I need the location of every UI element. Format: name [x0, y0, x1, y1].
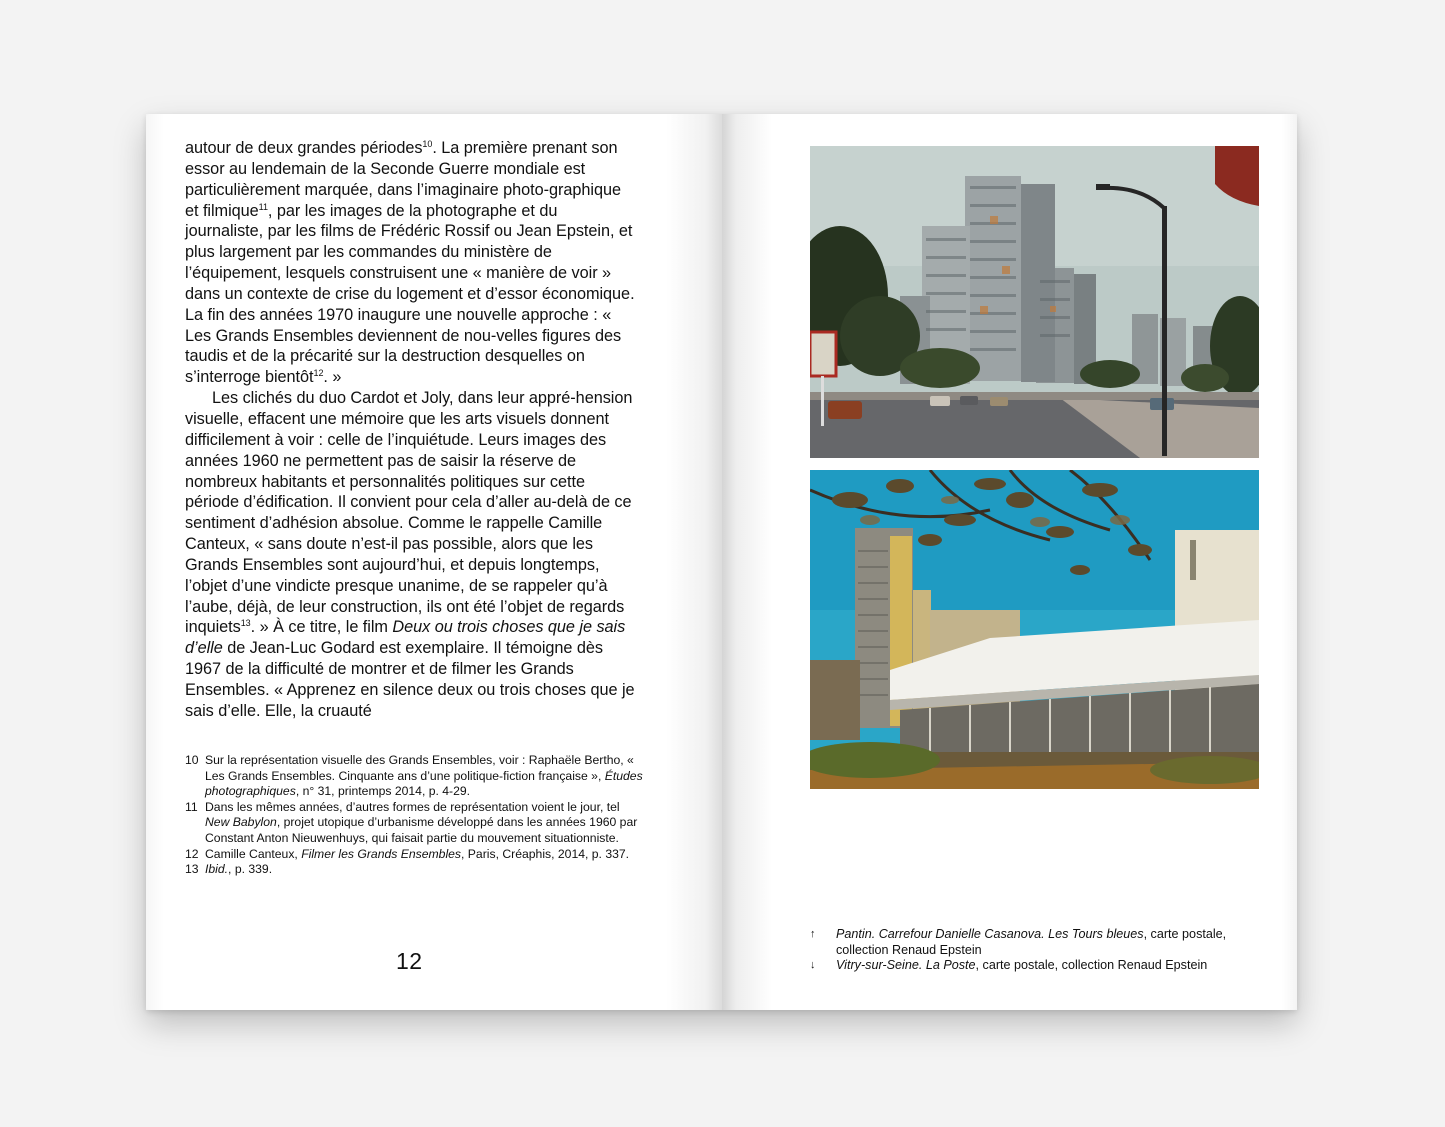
- italic-title: Ibid.: [205, 862, 229, 877]
- arrow-down-icon: ↓: [810, 959, 816, 972]
- caption: [810, 958, 1270, 974]
- footnote-ref: 12: [313, 368, 324, 379]
- text-run: , projet utopique d’urbanisme développé dans les années 1960 par Constant Anton Nieuwenhuys, qui faisait partie du mouvement situationniste.: [205, 815, 638, 845]
- caption: [810, 927, 1270, 958]
- footnote-text: [205, 847, 645, 863]
- italic-title: Pantin. Carrefour Danielle Casanova. Les Tours bleues: [836, 927, 1144, 941]
- text-run: Sur la représentation visuelle des Grands Ensembles, voir : Raphaële Bertho, « Les Grands Ensembles. Cinquante ans d’une politique-fiction française »,: [205, 753, 634, 783]
- footnote-text: [205, 862, 645, 878]
- text-run: , Paris, Créaphis, 2014, p. 337.: [461, 846, 630, 861]
- text-run: , p. 339.: [228, 862, 273, 877]
- footnote-number: 10: [185, 753, 199, 767]
- footnote: [185, 862, 645, 878]
- footnote: [185, 753, 645, 800]
- italic-title: New Babylon: [205, 815, 277, 830]
- text-run: Camille Canteux,: [205, 846, 302, 861]
- text-run: Les clichés du duo Cardot et Joly, dans leur appré-hension visuelle, effacent une mémoire que les arts visuels donnent difficilement à voir : celle de l’inquiétude. Leurs images des années 1960 ne permettent pas de saisir la réserve de nombreux habitants et personnalités politiques sur cette période d’édification. Il convient pour cela d’aller au-delà de ce sentiment d’adhésion absolue. Comme le rappelle Camille Canteux, « sans doute n’est-il pas possible, alors que les Grands Ensembles sont aujourd’hui, et depuis longtemps, l’objet d’une vindicte presque unanime, de se rappeler qu’à l’aube, déjà, de leur construction, ils ont été l’objet de regards inquiets: [185, 389, 633, 637]
- footnote-ref: 13: [240, 618, 251, 629]
- italic-title: Vitry-sur-Seine. La Poste: [836, 958, 976, 973]
- text-run: Dans les mêmes années, d’autres formes de représentation voient le jour, tel: [205, 799, 620, 814]
- text-run: , par les images de la photographe et du journaliste, par les films de Frédéric Rossif ou Jean Epstein, et plus largement par les commandes du ministère de l’équipement, lesquels construisent une « manière de voir » dans un contexte de crise du logement et d’essor économique. La fin des années 1970 inaugure une nouvelle approche : « Les Grands Ensembles deviennent de nou-velles figures des taudis et de la précarité sur la destruction desquelles on s’interroge bientôt: [185, 201, 635, 387]
- text-run: . » À ce titre, le film: [250, 618, 393, 637]
- footnote-ref: 11: [258, 201, 268, 212]
- caption-text: [836, 927, 1270, 958]
- footnote: [185, 847, 645, 863]
- text-run: . »: [323, 368, 342, 387]
- footnote-ref: 10: [422, 139, 433, 149]
- page-number: 12: [396, 948, 423, 974]
- paragraph-1: [185, 138, 637, 388]
- footnote-text: [205, 800, 645, 847]
- paragraph-2: [185, 388, 637, 722]
- text-run: , n° 31, printemps 2014, p. 4-29.: [295, 784, 471, 799]
- text-run: . La première prenant son essor au lendemain de la Seconde Guerre mondiale est particulièrement marquée, dans l’imaginaire photo-graphique et filmique: [185, 139, 621, 220]
- open-book: [146, 114, 1297, 1010]
- italic-title: Filmer les Grands Ensembles: [301, 846, 462, 861]
- footnote-text: [205, 753, 645, 800]
- footnote-number: 13: [185, 862, 199, 877]
- text-run: , carte postale, collection Renaud Epstein: [836, 927, 1227, 957]
- footnote-number: 12: [185, 846, 199, 861]
- footnote: [185, 800, 645, 847]
- footnote-number: 11: [185, 799, 198, 814]
- postcard-vitry-photo: [810, 470, 1259, 789]
- italic-title: Deux ou trois choses que je sais d’elle: [185, 618, 626, 658]
- arrow-up-icon: ↑: [810, 928, 816, 940]
- right-page: [722, 114, 1297, 1010]
- italic-title: Études photographiques: [205, 768, 643, 799]
- postcard-pantin-photo: [810, 146, 1259, 458]
- photo-captions: [810, 927, 1270, 974]
- text-run: de Jean-Luc Godard est exemplaire. Il témoigne dès 1967 de la difficulté de montrer et de filmer les Grands Ensembles. « Apprenez en silence deux ou trois choses que je sais d’elle. Elle, la cruauté: [185, 639, 635, 720]
- caption-text: [836, 958, 1270, 974]
- left-page: [146, 114, 722, 1010]
- text-run: , carte postale, collection Renaud Epstein: [975, 958, 1208, 973]
- body-text: [185, 138, 637, 722]
- footnotes: [185, 753, 645, 878]
- text-run: autour de deux grandes périodes: [185, 139, 423, 157]
